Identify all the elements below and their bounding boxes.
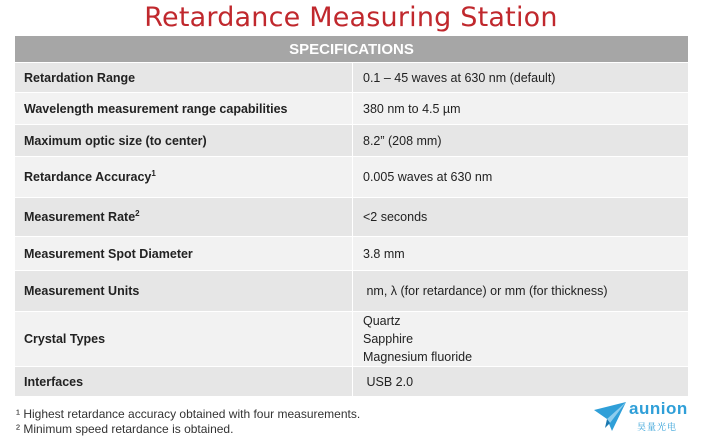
spec-label: Wavelength measurement range capabilities <box>24 101 288 116</box>
spec-value-cell <box>353 312 689 367</box>
table-header: SPECIFICATIONS <box>15 36 689 63</box>
spec-value: 380 nm to 4.5 µm <box>363 101 461 116</box>
spec-label-cell <box>15 367 353 397</box>
table-header-row <box>15 36 689 63</box>
spec-value: 0.1 – 45 waves at 630 nm (default) <box>363 70 556 85</box>
spec-value: 0.005 waves at 630 nm <box>363 170 493 184</box>
spec-value: USB 2.0 <box>363 374 414 389</box>
table-row <box>15 271 689 312</box>
spec-value: Magnesium fluoride <box>363 350 473 364</box>
paper-plane-icon <box>593 401 627 433</box>
spec-label-cell <box>15 63 353 93</box>
spec-value: 3.8 mm <box>363 246 405 261</box>
table-row <box>15 63 689 93</box>
spec-label-cell <box>15 198 353 237</box>
table-row <box>15 312 689 367</box>
spec-label: Measurement Rate <box>24 210 136 225</box>
footnote-marker: 1 <box>151 169 156 179</box>
spec-value: nm, λ (for retardance) or mm (for thickness) <box>363 284 608 298</box>
table-row <box>15 237 689 271</box>
spec-label: Interfaces <box>24 374 84 389</box>
table-row <box>15 157 689 198</box>
specifications-table <box>14 35 689 397</box>
spec-label: Maximum optic size (to center) <box>24 133 207 148</box>
spec-value-cell <box>353 125 689 157</box>
spec-value-cell <box>353 367 689 397</box>
footnote-1: ¹ Highest retardance accuracy obtained with four measurements. <box>16 407 361 421</box>
table-row <box>15 367 689 397</box>
spec-label-cell <box>15 271 353 312</box>
spec-value-cell <box>353 93 689 125</box>
spec-label: Crystal Types <box>24 332 106 346</box>
footnotes <box>16 407 360 437</box>
spec-label-cell <box>15 312 353 367</box>
page-title: Retardance Measuring Station <box>144 2 558 33</box>
spec-label-cell <box>15 125 353 157</box>
spec-label: Retardation Range <box>24 70 136 85</box>
spec-value-cell <box>353 198 689 237</box>
table-row <box>15 93 689 125</box>
spec-value-cell <box>353 63 689 93</box>
spec-value: Quartz <box>363 314 401 328</box>
spec-value-cell <box>353 271 689 312</box>
table-row <box>15 125 689 157</box>
company-logo <box>593 399 693 437</box>
logo-subtitle: 昊量光电 <box>637 422 678 432</box>
spec-label: Measurement Units <box>24 284 140 298</box>
table-row <box>15 198 689 237</box>
spec-label: Retardance Accuracy <box>24 170 152 185</box>
logo-name: aunion <box>629 399 688 418</box>
spec-label-cell <box>15 93 353 125</box>
spec-label: Measurement Spot Diameter <box>24 246 193 261</box>
table-body <box>15 63 689 397</box>
spec-value: Sapphire <box>363 332 414 346</box>
footnote-2: ² Minimum speed retardance is obtained. <box>16 422 234 436</box>
spec-value: 8.2” (208 mm) <box>363 133 442 148</box>
spec-value-cell <box>353 157 689 198</box>
spec-value-cell <box>353 237 689 271</box>
spec-label-cell <box>15 237 353 271</box>
spec-label-cell <box>15 157 353 198</box>
spec-value: <2 seconds <box>363 210 428 224</box>
footnote-marker: 2 <box>135 209 140 219</box>
